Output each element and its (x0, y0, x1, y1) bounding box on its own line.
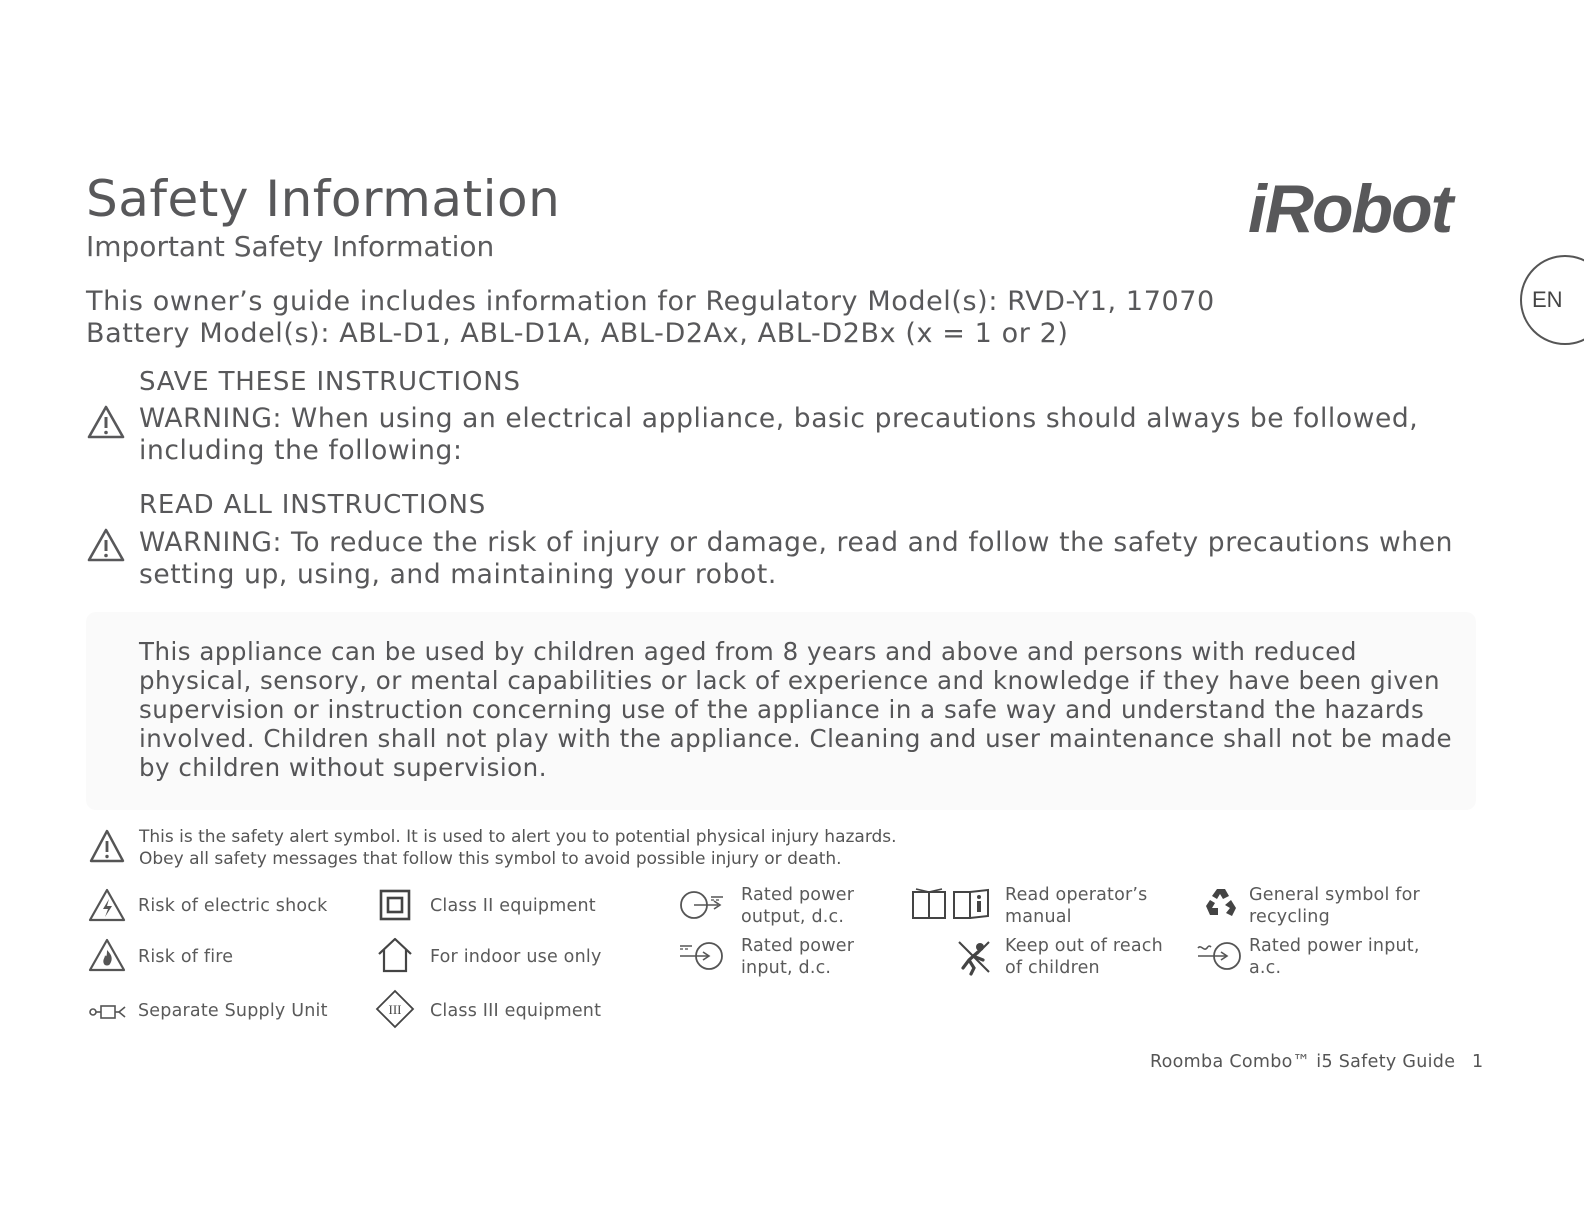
supply-unit-label: Separate Supply Unit (138, 1001, 328, 1021)
class-3-label: Class III equipment (430, 1001, 602, 1021)
fire-icon (88, 938, 126, 972)
electric-shock-label: Risk of electric shock (138, 896, 328, 916)
rated-output-dc-icon (678, 889, 726, 921)
operator-manual-label: Read operator’s manual (1005, 885, 1148, 927)
indoor-use-label: For indoor use only (430, 947, 602, 967)
warning-injury: WARNING: To reduce the risk of injury or damage, read and follow the safety precautions when setting up, using, and maintaining your robot. (139, 527, 1453, 590)
class-3-icon (375, 989, 415, 1029)
operator-manual-icon (910, 886, 992, 922)
regulatory-models: This owner’s guide includes information for Regulatory Model(s): RVD-Y1, 17070 (86, 286, 1215, 317)
fire-label: Risk of fire (138, 947, 234, 967)
page-title: Safety Information (86, 170, 561, 228)
safety-alert-icon (88, 828, 126, 864)
warning-triangle-icon (86, 527, 126, 563)
page-number: 1 (1472, 1052, 1484, 1072)
save-instructions-heading: SAVE THESE INSTRUCTIONS (139, 367, 521, 397)
rated-output-dc-label: Rated power output, d.c. (741, 885, 855, 927)
recycling-label: General symbol for recycling (1249, 885, 1420, 927)
keep-from-children-label: Keep out of reach of children (1005, 936, 1163, 978)
irobot-logo (1248, 171, 1488, 247)
indoor-use-icon (376, 936, 414, 974)
read-instructions-heading: READ ALL INSTRUCTIONS (139, 490, 487, 520)
rated-input-ac-label: Rated power input, a.c. (1249, 936, 1420, 978)
class-2-label: Class II equipment (430, 896, 596, 916)
keep-from-children-icon (955, 938, 993, 976)
warning-triangle-icon (86, 404, 126, 440)
page-subtitle: Important Safety Information (86, 230, 495, 263)
language-label: EN (1532, 287, 1563, 312)
rated-input-ac-icon (1196, 940, 1244, 972)
warning-electrical: WARNING: When using an electrical appliance, basic precautions should always be followed, including the following: (139, 403, 1419, 466)
footer-guide-title: Roomba Combo™ i5 Safety Guide (1150, 1052, 1456, 1072)
safety-alert-description: This is the safety alert symbol. It is used to alert you to potential physical injury hazards. Obey all safety messages that follow this symbol to avoid possible injury or death. (139, 827, 897, 869)
battery-models: Battery Model(s): ABL-D1, ABL-D1A, ABL-D2Ax, ABL-D2Bx (x = 1 or 2) (86, 318, 1069, 349)
electric-shock-icon (88, 888, 126, 922)
rated-input-dc-icon (678, 940, 726, 972)
supply-unit-icon (88, 1002, 128, 1022)
recycling-icon (1203, 886, 1239, 922)
class-3-glyph: III (388, 1002, 402, 1017)
rated-input-dc-label: Rated power input, d.c. (741, 936, 855, 978)
brand-name: iRobot (1248, 171, 1452, 247)
appliance-notice: This appliance can be used by children aged from 8 years and above and persons with reduced physical, sensory, or mental capabilities or lack of experience and knowledge if they have been given supervision or instruction concerning use of the appliance in a safe way and understand the hazards involved. Children shall not play with the appliance. Cleaning and user maintenance shall not be made by children without supervision. (139, 637, 1453, 782)
class-2-icon (379, 889, 411, 921)
language-tab[interactable] (1520, 255, 1584, 345)
regulatory-info (86, 286, 1215, 350)
